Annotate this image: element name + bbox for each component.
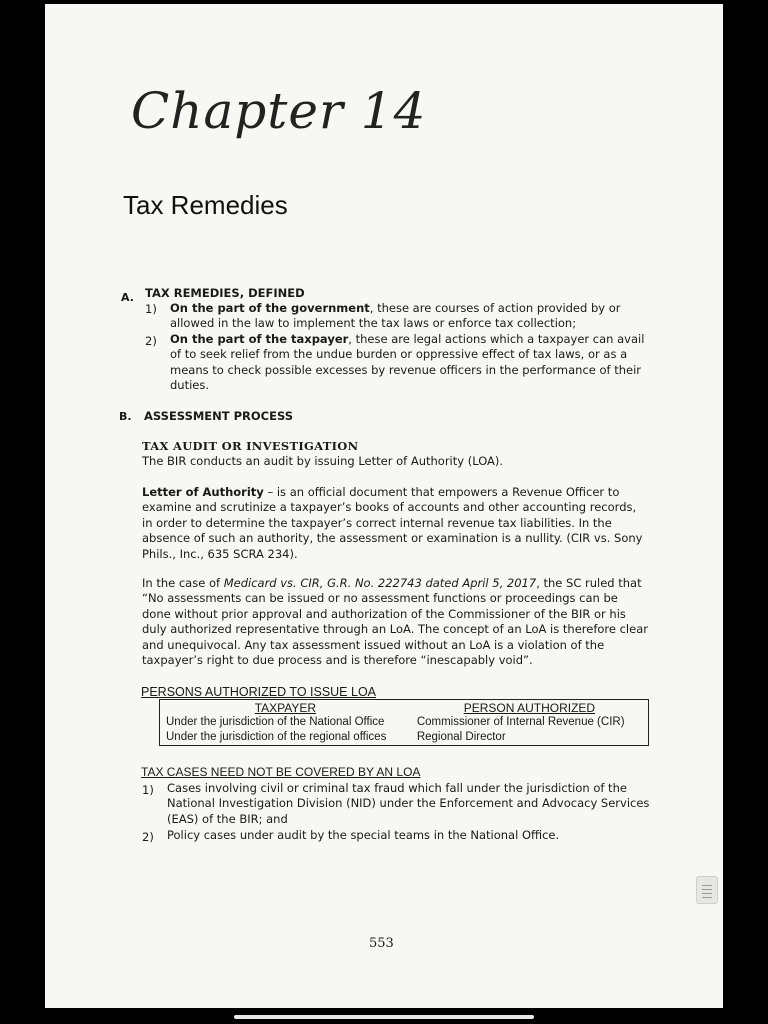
section-heading: Tax Remedies (123, 190, 288, 220)
section-a-letter: A. (121, 291, 134, 304)
section-a-item-1-number: 1) (145, 302, 157, 316)
case-name: Medicard vs. CIR, G.R. No. 222743 dated April 5, 2017 (223, 576, 537, 590)
document-lines-icon[interactable] (696, 876, 718, 904)
section-b-letter: B. (119, 410, 132, 423)
table-header-person-authorized: PERSON AUTHORIZED (463, 701, 596, 715)
tax-cases-title: TAX CASES NEED NOT BE COVERED BY AN LOA (141, 765, 421, 779)
page-number: 553 (369, 936, 394, 951)
table-cell: Under the jurisdiction of the National Office (166, 716, 385, 728)
tax-cases-item-2-number: 2) (142, 830, 154, 844)
section-a-item-2 (170, 332, 650, 394)
table-cell: Commissioner of Internal Revenue (CIR) (416, 716, 625, 728)
section-a-item-1-text-rest: allowed in the law to implement the tax laws or enforce tax collection; (170, 316, 577, 331)
table-row (160, 730, 649, 746)
section-a-item-1-text: , these are courses of action provided by or (369, 301, 621, 315)
tax-cases-item-1-number: 1) (142, 783, 154, 797)
table-row (160, 715, 649, 730)
table-cell: Under the jurisdiction of the regional offices (166, 731, 387, 743)
home-indicator[interactable] (234, 1015, 534, 1019)
letter-of-authority-term: Letter of Authority (142, 485, 264, 499)
tax-audit-text: The BIR conducts an audit by issuing Letter of Authority (LOA). (142, 454, 504, 468)
table-cell: Regional Director (416, 731, 506, 743)
section-a-item-1 (170, 301, 650, 332)
section-a-title: TAX REMEDIES, DEFINED (145, 286, 305, 300)
case-text: , the SC ruled that “No assessments can be issued or no assessment functions or proceedings can be done without prior approval and authorization of the Commissioner of the BIR or his duly authorized representative through an LoA. The concept of an LoA is therefore clear and unequivocal. Any tax assessment issued without an LoA is a violation of the taxpayer’s right to due process and is therefore “inescapably void”. (142, 576, 648, 668)
section-a-item-2-text: , these are legal actions which a taxpayer can avail (348, 332, 645, 346)
section-a-item-2-number: 2) (145, 334, 157, 348)
document-page (45, 4, 723, 1008)
persons-authorized-table (159, 699, 649, 746)
table-header-row (160, 700, 649, 716)
tax-cases-item-1: Cases involving civil or criminal tax fraud which fall under the jurisdiction of the National Investigation Division (NID) under the Enforcement and Advocacy Services (EAS) of the BIR; and (167, 781, 650, 826)
section-b-title: ASSESSMENT PROCESS (144, 409, 294, 423)
medicard-case-paragraph (142, 576, 650, 668)
tax-audit-title: TAX AUDIT OR INVESTIGATION (142, 439, 359, 453)
chapter-label: Chapter 14 (131, 82, 427, 140)
letter-of-authority-text: – is an official document that empowers a Revenue Officer to examine and scrutinize a taxpayer’s books of accounts and other accounting records, in order to determine the taxpayer’s correct internal revenue tax liabilities. In the absence of such an authority, the assessment or examination is a nullity. (CIR vs. Sony Phils., Inc., 635 SCRA 234). (142, 485, 643, 561)
section-a-item-2-text-rest: of to seek relief from the undue burden or oppressive effect of tax laws, or as a means to check possible excesses by revenue officers in the performance of their duties. (170, 347, 642, 393)
tax-cases-item-2: Policy cases under audit by the special teams in the National Office. (167, 828, 560, 842)
table-header-taxpayer: TAXPAYER (254, 701, 317, 715)
section-a-item-2-bold: On the part of the taxpayer (170, 332, 349, 346)
section-a-item-1-bold: On the part of the government (170, 301, 370, 315)
persons-authorized-title: PERSONS AUTHORIZED TO ISSUE LOA (141, 685, 377, 699)
letter-of-authority-paragraph (142, 485, 650, 562)
case-prefix: In the case of (142, 576, 224, 590)
